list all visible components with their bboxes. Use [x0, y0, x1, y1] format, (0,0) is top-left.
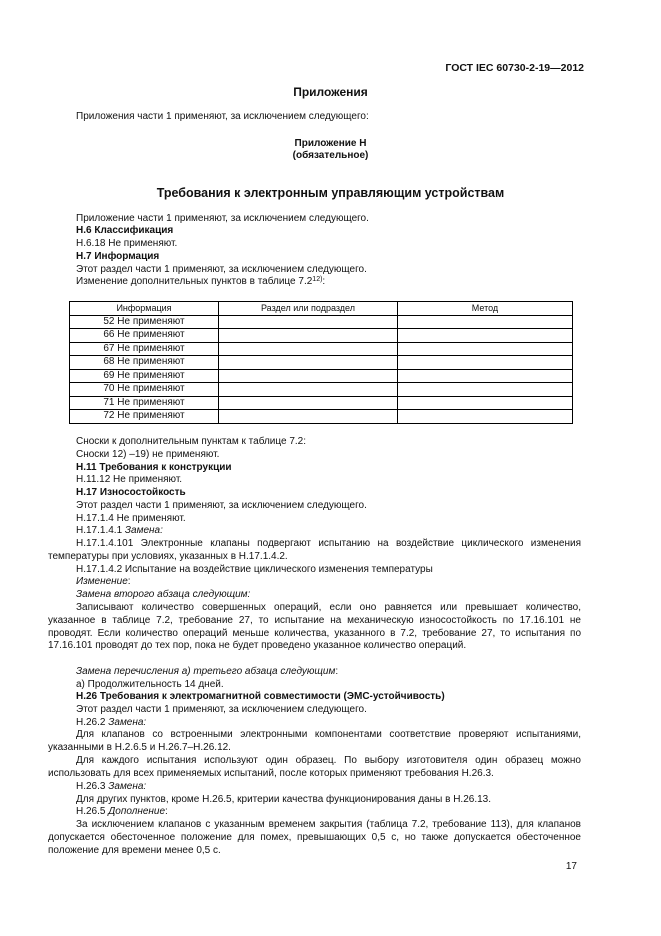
table-cell	[398, 342, 573, 356]
paragraph: Записывают количество совершенных операций, если оно равняется или превышает количество, указанное в таблице 7.2, требование 27, то испытание на механическую износостойкость по 17.16.101 не проводят. Если количество операций меньше количества, указанного в 7.2, требование 27, то испытания по 17.16.101 проводят до тех пор, пока не будет проведено указанное количество операций.	[48, 602, 581, 652]
text-line: Этот раздел части 1 применяют, за исключением следующего.	[76, 264, 367, 275]
text-line: Сноски 12) –19) не применяют.	[76, 449, 220, 460]
intro-text: Приложения части 1 применяют, за исключением следующего:	[76, 111, 369, 122]
text-line: Н.17.1.4 Не применяют.	[76, 513, 186, 524]
paragraph: Для клапанов со встроенными электронными компонентами соответствие проверяют испытаниями, указанными в Н.2.6.5 и Н.26.7–Н.26.12.	[48, 729, 581, 753]
footnote-ref: 12)	[312, 276, 323, 283]
text-line: Для других пунктов, кроме Н.26.5, критерии качества функционирования даны в Н.26.13.	[76, 794, 492, 805]
table-cell	[219, 410, 398, 424]
table-cell: 52 Не применяют	[70, 315, 219, 329]
table-cell	[219, 342, 398, 356]
table-cell	[219, 369, 398, 383]
text-line: Н.17.1.4.2 Испытание на воздействие циклического изменения температуры	[76, 564, 433, 575]
table-cell: 70 Не применяют	[70, 383, 219, 397]
replace-label: Замена перечисления а) третьего абзаца следующим	[76, 666, 336, 677]
table-cell	[398, 383, 573, 397]
text-line: Сноски к дополнительным пунктам к таблице 7.2:	[76, 436, 307, 447]
document-header: ГОСТ IEC 60730-2-19—2012	[445, 62, 584, 74]
page-number: 17	[565, 861, 577, 872]
text-line	[76, 781, 146, 794]
text-line	[76, 525, 163, 538]
table-row	[70, 383, 573, 397]
clause-number: Н.26.3	[76, 781, 109, 792]
heading-h7: Н.7 Информация	[76, 251, 160, 262]
text-line: Этот раздел части 1 применяют, за исключением следующего.	[76, 500, 367, 511]
text-line: а) Продолжительность 14 дней.	[76, 679, 224, 690]
heading-h17: Н.17 Износостойкость	[76, 487, 186, 498]
page-title: Приложения	[293, 85, 368, 99]
table-row	[70, 342, 573, 356]
table-cell	[219, 383, 398, 397]
table-cell	[219, 356, 398, 370]
colon: :	[335, 666, 339, 677]
table-row	[70, 356, 573, 370]
text-line	[76, 717, 146, 730]
table-cell: 69 Не применяют	[70, 369, 219, 383]
table-cell: 71 Не применяют	[70, 396, 219, 410]
clause-number: Н.26.5	[76, 806, 109, 817]
table-cell	[398, 329, 573, 343]
text-line	[76, 576, 131, 589]
table-cell	[398, 356, 573, 370]
heading-h26: Н.26 Требования к электромагнитной совместимости (ЭМС-устойчивость)	[76, 691, 445, 702]
text-line: Приложение части 1 применяют, за исключением следующего.	[76, 213, 369, 224]
column-header: Метод	[398, 302, 573, 316]
colon: :	[127, 576, 131, 587]
text-line: Замена второго абзаца следующим:	[76, 589, 251, 600]
table-cell: 68 Не применяют	[70, 356, 219, 370]
text-line	[76, 666, 338, 679]
colon: :	[165, 806, 168, 817]
table-cell	[398, 396, 573, 410]
annex-name: Приложение Н	[294, 138, 367, 149]
clause-label: Дополнение	[108, 806, 166, 817]
clause-label: Замена:	[108, 717, 147, 728]
column-header: Раздел или подраздел	[219, 302, 398, 316]
table-row	[70, 410, 573, 424]
text-line: Этот раздел части 1 применяют, за исключением следующего.	[76, 704, 367, 715]
table-cell: 67 Не применяют	[70, 342, 219, 356]
table-row	[70, 396, 573, 410]
table-cell	[219, 315, 398, 329]
table-cell: 66 Не применяют	[70, 329, 219, 343]
heading-h6: Н.6 Классификация	[76, 225, 174, 236]
table-row	[70, 329, 573, 343]
column-header: Информация	[70, 302, 219, 316]
paragraph: За исключением клапанов с указанным временем закрытия (таблица 7.2, требование 113), для клапанов допускается обесточенное положение для помех, превышающих 0,5 с, но также допускается обесточенное положение для времени менее 0,5 с.	[48, 819, 581, 856]
annex-status: (обязательное)	[292, 150, 369, 161]
paragraph: Для каждого испытания используют один образец. По выбору изготовителя один образец можно использовать для всех применяемых испытаний, после которых применяют требования Н.26.3.	[48, 755, 581, 779]
table-cell	[219, 329, 398, 343]
table-header-row	[70, 302, 573, 316]
table-row	[70, 369, 573, 383]
table-cell	[219, 396, 398, 410]
change-label: Изменение	[76, 576, 128, 587]
text-line	[76, 276, 325, 289]
info-table	[69, 301, 573, 424]
clause-number: Н.26.2	[76, 717, 109, 728]
colon: :	[322, 276, 326, 287]
table-row	[70, 315, 573, 329]
paragraph: Н.17.1.4.101 Электронные клапаны подвергают испытанию на воздействие циклического изменения температуры при условиях, указанных в Н.17.1.4.2.	[48, 538, 581, 562]
table-cell	[398, 410, 573, 424]
section-title: Требования к электронным управляющим устройствам	[156, 186, 505, 200]
text-line: Н.11.12 Не применяют.	[76, 474, 183, 485]
text-line: Н.6.18 Не применяют.	[76, 238, 178, 249]
heading-h11: Н.11 Требования к конструкции	[76, 462, 232, 473]
clause-label: Замена:	[124, 525, 163, 536]
text-line	[76, 806, 168, 819]
table-cell	[398, 369, 573, 383]
clause-number: Н.17.1.4.1	[76, 525, 125, 536]
table-cell: 72 Не применяют	[70, 410, 219, 424]
table-cell	[398, 315, 573, 329]
change-text: Изменение дополнительных пунктов в таблице 7.2	[76, 276, 313, 287]
clause-label: Замена:	[108, 781, 147, 792]
